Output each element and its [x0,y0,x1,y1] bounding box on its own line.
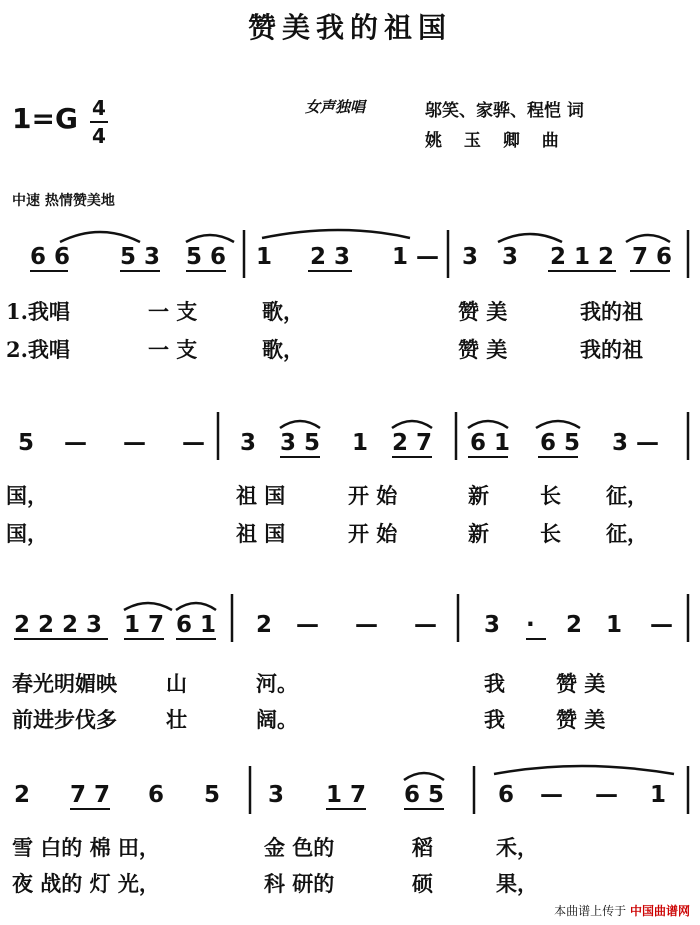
lyric: 长 [540,521,561,546]
note-group: 5 6 [186,244,227,270]
note-group: 6 1 [176,612,217,638]
note-group: 1 7 [326,782,367,808]
lyric: 开 始 [348,483,398,508]
lyric: 赞 美 [556,707,606,732]
note-group: — — — [64,430,220,456]
lyric: 国， [6,483,48,508]
lyric: 一 支 [148,337,198,362]
note-group: 6 [148,782,165,808]
lyric: 科 研的 [264,871,335,896]
note-group: 3 5 [280,430,321,456]
note-group: 2 [256,612,273,638]
song-title: 赞美我的祖国 [247,11,452,44]
lyric: 我的祖 [580,337,643,362]
lyric: 祖 国 [236,483,286,508]
note-group: 2 3 [310,244,351,270]
time-signature-bottom: 4 [92,124,106,148]
composer-credit: 姚 玉 卿 曲 [425,131,567,151]
note-group: — — — [296,612,452,638]
note-group: 5 3 [120,244,161,270]
lyric: 国， [6,521,48,546]
footer-uploaded: 本曲谱上传于 [554,904,627,918]
lyric: 新 [468,483,489,508]
note-group: 2 2 2 3 [14,612,103,638]
lyric: 1.我唱 [6,299,70,324]
lyric: 金 色的 [264,835,335,860]
note-group: 6 5 [404,782,445,808]
note-group: 1 — [392,244,440,270]
note-group: 1 7 [124,612,165,638]
lyric: 壮 [166,707,187,732]
lyric: 稻 [412,835,433,860]
lyric: 山 [166,671,187,696]
key-signature: 1=G [12,102,78,135]
footer-site[interactable]: 中国曲谱网 [629,904,690,918]
lyric: 征， [606,521,648,546]
lyric: 果， [496,871,538,896]
lyric: 春光明媚映 [12,671,117,696]
note-group: — [650,612,673,638]
note-group: 6 6 [30,244,71,270]
note-group: 1 [352,430,369,456]
lyric: 河。 [256,671,298,696]
note-group: 1 [606,612,623,638]
footer-watermark [554,902,690,919]
note-group: 2 [14,782,31,808]
lyric: 阔。 [256,707,298,732]
note-group: 6 1 [470,430,511,456]
lyric: 赞 美 [556,671,606,696]
note-group: 3 [484,612,501,638]
note-group: 3 [240,430,257,456]
time-signature-top: 4 [92,96,106,120]
note-group: 3 [502,244,519,270]
note-group: 2 1 2 [550,244,615,270]
note-group: 3 — [612,430,660,456]
note-group: 2 7 [392,430,433,456]
note-group: 7 7 [70,782,111,808]
note-group: 1 [256,244,273,270]
lyric: 征， [606,483,648,508]
lyric: 长 [540,483,561,508]
lyric: 赞 美 [458,299,508,324]
note-group: 7 6 [632,244,673,270]
lyric: 夜 战的 灯 光， [12,871,160,896]
note-group: 5 [204,782,221,808]
lyric: 我 [484,671,505,696]
note-group: · [526,612,535,638]
lyric: 祖 国 [236,521,286,546]
note-group: 3 [268,782,285,808]
note-group: 6 [498,782,515,808]
lyric: 雪 白的 棉 田， [12,835,160,860]
lyric: 我 [484,707,505,732]
lyric: 新 [468,521,489,546]
note-group: 2 [566,612,583,638]
lyric: 开 始 [348,521,398,546]
performance-label: 女声独唱 [305,98,366,116]
tempo-marking: 中速 热情赞美地 [12,193,115,209]
note-group: 3 [462,244,479,270]
lyric: 一 支 [148,299,198,324]
lyric: 硕 [412,871,433,896]
note-group: 5 [18,430,35,456]
lyric: 禾， [496,835,538,860]
lyric: 歌， [262,299,304,324]
note-group: — — 1 [540,782,679,808]
lyric: 歌， [262,337,304,362]
lyric: 我的祖 [580,299,643,324]
lyricist-credit: 邬笑、家骅、程恺 词 [425,101,584,121]
lyric: 2.我唱 [6,337,70,362]
note-group: 6 5 [540,430,581,456]
lyric: 赞 美 [458,337,508,362]
lyric: 前进步伐多 [12,707,117,732]
